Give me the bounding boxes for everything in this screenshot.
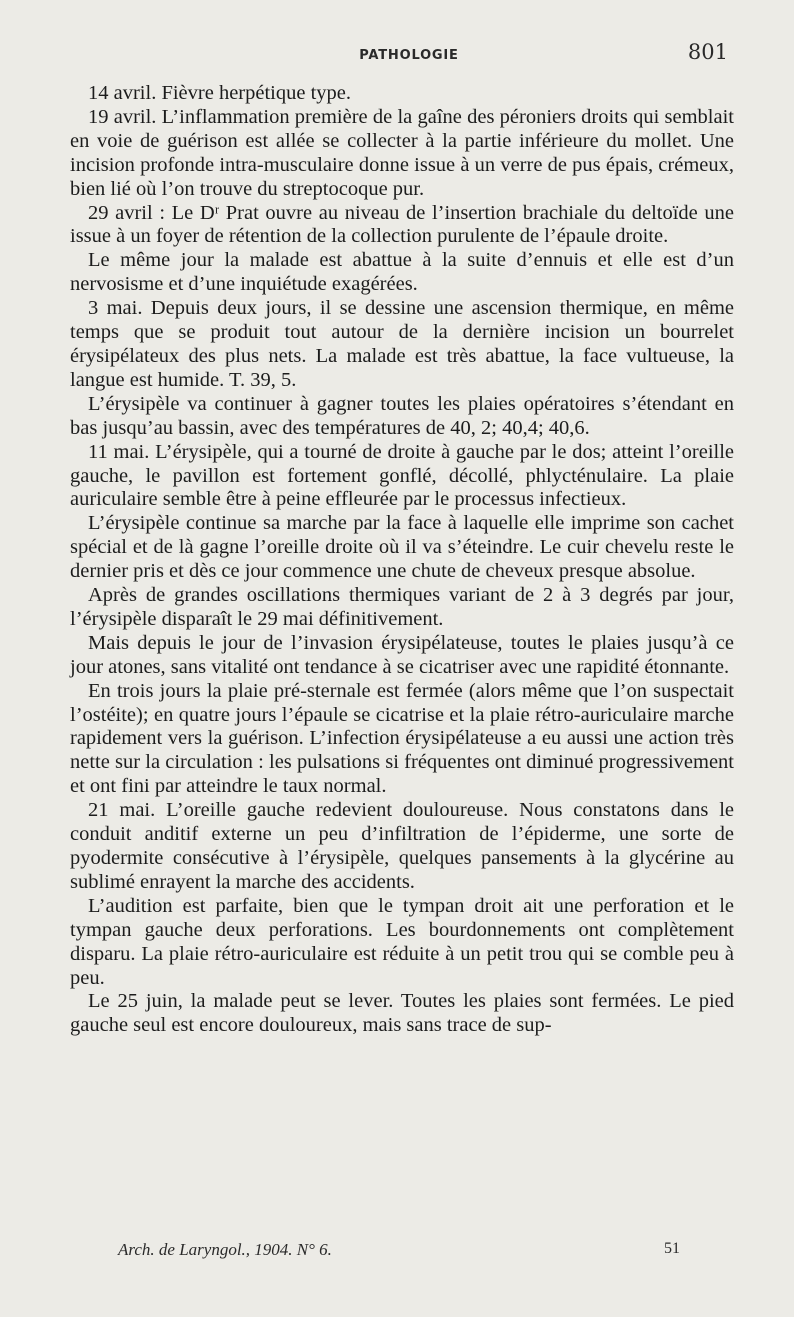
paragraph-meme-jour: Le même jour la malade est abattue à la suite d’ennuis et elle est d’un nervosisme et d’une inquiétude exagérées. — [70, 249, 734, 296]
paragraph-erysipele-plaies: L’érysipèle va continuer à gagner toutes les plaies opératoires s’étendant en bas jusqu’au bassin, avec des températures de 40, 2; 40,4; 40,6. — [70, 392, 734, 439]
paragraph-19-avril: 19 avril. L’inflammation première de la gaîne des péroniers droits qui semblait en voie de guérison est allée se collecter à la partie inférieure du mollet. Une incision profonde intra-musculaire donne issue à un verre de pus épais, crémeux, bien lié où l’on trouve du streptocoque pur. — [70, 105, 734, 200]
paragraph-25-juin: Le 25 juin, la malade peut se lever. Toutes les plaies sont fermées. Le pied gauche seul est encore douloureux, mais sans trace de sup- — [70, 990, 734, 1037]
paragraph-3-mai: 3 mai. Depuis deux jours, il se dessine une ascension thermique, en même temps que se produit tout autour de la dernière incision un bourrelet érysipélateux des plus nets. La malade est très abattue, la face vultueuse, la langue est humide. T. 39, 5. — [70, 297, 734, 391]
paragraph-oscillations: Après de grandes oscillations thermiques variant de 2 à 3 degrés par jour, l’érysipèle disparaît le 29 mai définitivement. — [70, 584, 734, 630]
page-footer — [118, 1240, 708, 1266]
paragraph-cicatrisation: Mais depuis le jour de l’invasion érysipélateuse, toutes le plaies jusqu’à ce jour atones, sans vitalité ont tendance à se cicatriser avec une rapidité étonnante. — [70, 631, 734, 678]
signature-mark: 51 — [664, 1240, 680, 1257]
paragraph-14-avril: 14 avril. Fièvre herpétique type. — [88, 82, 351, 104]
paragraph-21-mai: 21 mai. L’oreille gauche redevient douloureuse. Nous constatons dans le conduit anditif externe un peu d’infiltration de l’épiderme, une sorte de pyodermite consécutive à l’érysipèle, quelques pansements à la glycérine au sublimé enrayent la marche des accidents. — [70, 799, 734, 893]
body-text — [70, 82, 734, 1038]
paragraph-trois-jours: En trois jours la plaie pré-sternale est fermée (alors même que l’on suspectait l’ostéite); en quatre jours l’épaule se cicatrise et la plaie rétro-auriculaire marche rapidement vers la guérison. L’infection érysipélateuse a eu aussi une action très nette sur la circulation : les pulsations si fréquentes ont diminué progressivement et ont fini par atteindre le taux normal. — [70, 679, 734, 798]
paragraph-audition: L’audition est parfaite, bien que le tympan droit ait une perforation et le tympan gauche deux perforations. Les bourdonnements ont complètement disparu. La plaie rétro-auriculaire est réduite à un petit trou qui se comble peu à peu. — [70, 894, 734, 989]
page-number: 801 — [687, 40, 728, 64]
running-title: PATHOLOGIE — [359, 48, 459, 63]
journal-reference: Arch. de Laryngol., 1904. N° 6. — [118, 1240, 332, 1259]
paragraph-11-mai: 11 mai. L’érysipèle, qui a tourné de droite à gauche par le dos; atteint l’oreille gauche, le pavillon est fortement gonflé, décollé, phlycténulaire. La plaie auriculaire semble être à peine effleurée par le processus infectieux. — [70, 440, 734, 511]
paragraph-29-avril: 29 avril : Le Dʳ Prat ouvre au niveau de l’insertion brachiale du deltoïde une issue à un foyer de rétention de la collection purulente de l’épaule droite. — [70, 201, 734, 248]
page-header — [84, 40, 734, 70]
paragraph-erysipele-face: L’érysipèle continue sa marche par la face à laquelle elle imprime son cachet spécial et de là gagne l’oreille droite où il va s’éteindre. Le cuir chevelu reste le dernier pris et dès ce jour commence une chute de cheveux presque absolue. — [70, 512, 734, 583]
